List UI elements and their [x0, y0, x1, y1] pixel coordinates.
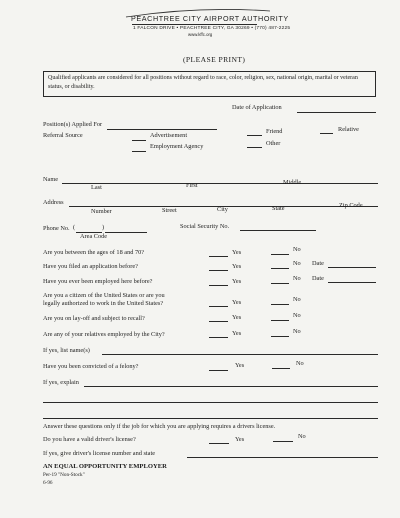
- layoff-no-check[interactable]: [271, 320, 289, 321]
- question-citizen-line2: legally authorized to work in the United States?: [43, 300, 164, 307]
- referral-friend-label: Friend: [266, 128, 283, 135]
- ssn-label: Social Security No.: [180, 223, 230, 230]
- question-age: Are you between the ages of 18 and 70?: [43, 249, 145, 256]
- citizen-yes-label: Yes: [232, 299, 242, 306]
- question-felony: Have you been convicted of a felony?: [43, 363, 139, 370]
- phone-area-code-caption: Area Code: [80, 233, 108, 240]
- felony-no-check[interactable]: [272, 368, 290, 369]
- filed-yes-check[interactable]: [209, 270, 228, 271]
- question-filed: Have you filed an application before?: [43, 263, 138, 270]
- org-name: PEACHTREE CITY AIRPORT AUTHORITY: [131, 14, 289, 23]
- eeo-notice-box: [43, 71, 376, 97]
- form-number: Per-19 "Non-Stock": [43, 472, 85, 478]
- referral-advertisement-check[interactable]: [132, 140, 146, 141]
- positions-label: Position(s) Applied For: [43, 121, 103, 128]
- org-website: www.kffc.org: [188, 32, 213, 37]
- layoff-yes-check[interactable]: [209, 321, 228, 322]
- filed-no-check[interactable]: [271, 268, 289, 269]
- referral-friend-check[interactable]: [247, 135, 262, 136]
- relatives-no-check[interactable]: [271, 336, 289, 337]
- referral-label: Referral Source: [43, 132, 83, 139]
- org-address: 1 FALCON DRIVE • PEACHTREE CITY, GA 30269 • (770) 487-2225: [133, 26, 291, 31]
- address-zip-caption: Zip Code: [339, 202, 363, 209]
- address-state-caption: State: [272, 205, 285, 212]
- felony-no-label: No: [296, 360, 304, 367]
- referral-agency-label: Employment Agency: [150, 143, 204, 150]
- layoff-yes-label: Yes: [232, 314, 242, 321]
- explain-field-line3[interactable]: [43, 418, 378, 419]
- relatives-yes-label: Yes: [232, 330, 242, 337]
- question-employed: Have you ever been employed here before?: [43, 278, 153, 285]
- felony-yes-check[interactable]: [209, 370, 228, 371]
- date-of-application-label: Date of Application: [232, 104, 282, 111]
- explain-label: If yes, explain: [43, 379, 79, 386]
- employed-yes-check[interactable]: [209, 285, 228, 286]
- question-citizen-line1: Are you a citizen of the United States or are you: [43, 292, 165, 299]
- form-revision: 6-96: [43, 480, 53, 486]
- employed-date-label: Date: [312, 275, 324, 282]
- question-license-valid: Do you have a valid driver's license?: [43, 436, 136, 443]
- age-yes-label: Yes: [232, 249, 242, 256]
- filed-date-label: Date: [312, 260, 324, 267]
- list-names-field[interactable]: [102, 354, 378, 355]
- header-rule: [132, 24, 257, 25]
- question-layoff: Are you on lay-off and subject to recall?: [43, 315, 145, 322]
- license-yes-label: Yes: [235, 436, 245, 443]
- phone-close-paren: ): [102, 224, 105, 231]
- phone-number-field[interactable]: [105, 232, 147, 233]
- name-last-caption: Last: [91, 184, 102, 191]
- citizen-no-check[interactable]: [271, 304, 289, 305]
- license-intro: Answer these questions only if the job for which you are applying requires a drivers license.: [43, 423, 276, 430]
- referral-other-label: Other: [266, 140, 281, 147]
- phone-label: Phone No.: [43, 225, 70, 232]
- license-number-label: If yes, give driver's license number and state: [43, 450, 155, 457]
- page-title: (PLEASE PRINT): [183, 55, 246, 64]
- referral-other-check[interactable]: [247, 147, 262, 148]
- address-street-caption: Street: [162, 207, 177, 214]
- employed-date-field[interactable]: [328, 282, 376, 283]
- address-city-caption: City: [217, 206, 228, 213]
- ssn-field[interactable]: [240, 230, 316, 231]
- relatives-no-label: No: [293, 328, 301, 335]
- address-number-caption: Number: [91, 208, 112, 215]
- employed-no-check[interactable]: [271, 283, 289, 284]
- age-yes-check[interactable]: [209, 256, 228, 257]
- layoff-no-label: No: [293, 312, 301, 319]
- phone-open-paren: (: [73, 224, 76, 231]
- relatives-yes-check[interactable]: [209, 337, 228, 338]
- referral-advertisement-label: Advertisement: [150, 132, 188, 139]
- address-label: Address: [43, 199, 64, 206]
- question-relatives: Are any of your relatives employed by the City?: [43, 331, 165, 338]
- filed-yes-label: Yes: [232, 263, 242, 270]
- filed-date-field[interactable]: [328, 267, 376, 268]
- license-no-check[interactable]: [273, 441, 293, 442]
- eoe-statement: AN EQUAL OPPORTUNITY EMPLOYER: [43, 463, 167, 470]
- date-of-application-field[interactable]: [297, 112, 376, 113]
- name-label: Name: [43, 176, 59, 183]
- employed-no-label: No: [293, 275, 301, 282]
- employed-yes-label: Yes: [232, 278, 242, 285]
- felony-yes-label: Yes: [235, 362, 245, 369]
- age-no-label: No: [293, 246, 301, 253]
- name-field[interactable]: [62, 183, 378, 184]
- license-yes-check[interactable]: [209, 443, 229, 444]
- explain-field-line1[interactable]: [84, 386, 378, 387]
- referral-relative-label: Relative: [338, 126, 359, 133]
- name-first-caption: First: [186, 182, 198, 189]
- license-number-field[interactable]: [187, 457, 378, 458]
- filed-no-label: No: [293, 260, 301, 267]
- list-names-label: If yes, list name(s): [43, 347, 90, 354]
- referral-relative-check[interactable]: [320, 133, 333, 134]
- citizen-yes-check[interactable]: [209, 306, 228, 307]
- eeo-notice-text: Qualified applicants are considered for all positions without regard to race, color, religion, sex, national origin, marital or veteran status, or disability.: [48, 75, 358, 90]
- referral-agency-check[interactable]: [132, 151, 146, 152]
- explain-field-line2[interactable]: [43, 402, 378, 403]
- age-no-check[interactable]: [271, 254, 289, 255]
- positions-field[interactable]: [107, 129, 217, 130]
- license-no-label: No: [298, 433, 306, 440]
- name-middle-caption: Middle: [283, 179, 302, 186]
- citizen-no-label: No: [293, 296, 301, 303]
